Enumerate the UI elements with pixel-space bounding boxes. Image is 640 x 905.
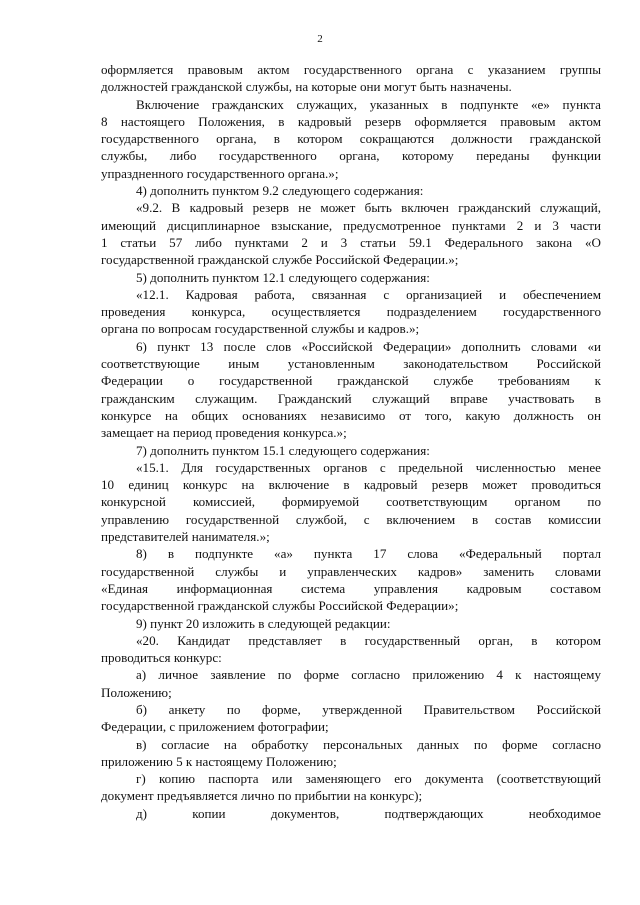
text-line: управлению государственной службой, с включением в состав комиссии (101, 511, 601, 527)
text-line: Федерации, с приложением фотографии; (101, 719, 329, 735)
text-line: 8 настоящего Положения, в кадровый резерв оформляется правовым актом (101, 113, 601, 129)
text-line: приложению 5 к настоящему Положению; (101, 753, 337, 769)
text-line: представителей нанимателя.»; (101, 529, 270, 545)
text-line: «9.2. В кадровый резерв не может быть включен гражданский служащий, (136, 200, 601, 216)
text-line: 9) пункт 20 изложить в следующей редакции: (136, 615, 391, 631)
text-line: Положению; (101, 684, 172, 700)
text-line: 8) в подпункте «а» пункта 17 слова «Федеральный портал (136, 546, 601, 562)
text-line: 5) дополнить пунктом 12.1 следующего содержания: (136, 269, 430, 285)
text-line: имеющий дисциплинарное взыскание, предусмотренное пунктами 2 и 3 части (101, 217, 601, 233)
text-line: «12.1. Кадровая работа, связанная с организацией и обеспечением (136, 286, 601, 302)
text-line: г) копию паспорта или заменяющего его документа (соответствующий (136, 771, 601, 787)
text-line: «20. Кандидат представляет в государственный орган, в котором (136, 632, 601, 648)
text-line: д) копии документов, подтверждающих необходимое (136, 805, 601, 821)
text-line: конкурсе на общих основаниях независимо от того, какую должность он (101, 407, 601, 423)
text-line: государственной гражданской службе Российской Федерации.»; (101, 252, 459, 268)
text-line: Включение гражданских служащих, указанных в подпункте «е» пункта (136, 96, 601, 112)
text-line: «Единая информационная система управления кадровым составом (101, 580, 601, 596)
text-line: 6) пункт 13 после слов «Российской Федерации» дополнить словами «и (136, 338, 601, 354)
text-line: проводиться конкурс: (101, 650, 222, 666)
text-line: государственной гражданской службы Российской Федерации»; (101, 598, 459, 614)
text-line: Федерации о государственной гражданской службе требованиям к (101, 373, 601, 389)
text-line: должностей гражданской службы, на которые они могут быть назначены. (101, 79, 512, 95)
text-line: «15.1. Для государственных органов с предельной численностью менее (136, 459, 601, 475)
text-line: органа по вопросам государственной службы и кадров.»; (101, 321, 420, 337)
text-line: замещает на период проведения конкурса.»; (101, 425, 347, 441)
page-number: 2 (317, 33, 323, 45)
text-line: 10 единиц конкурс на включение в кадровый резерв может проводиться (101, 477, 601, 493)
text-line: соответствующие иным установленным законодательством Российской (101, 356, 601, 372)
text-line: упраздненного государственного органа.»; (101, 165, 339, 181)
text-line: оформляется правовым актом государственного органа с указанием группы (101, 62, 601, 77)
text-line: проведения конкурса, осуществляется подразделением государственного (101, 304, 601, 320)
text-line: 7) дополнить пунктом 15.1 следующего содержания: (136, 442, 430, 458)
document-body (101, 61, 601, 822)
text-line: б) анкету по форме, утвержденной Правительством Российской (136, 701, 601, 717)
text-line: документ предъявляется лично по прибытии на конкурс); (101, 788, 423, 804)
text-line: 1 статьи 57 либо пунктами 2 и 3 статьи 59.1 Федерального закона «О (101, 234, 601, 250)
text-line: государственной службы и управленческих кадров» заменить словами (101, 563, 601, 579)
text-line: 4) дополнить пунктом 9.2 следующего содержания: (136, 183, 424, 199)
text-line: гражданским служащим. Гражданский служащий вправе участвовать в (101, 390, 601, 406)
text-line: конкурсной комиссией, формируемой соответствующим органом по (101, 494, 601, 510)
text-line: государственного органа, в котором сокращаются должности гражданской (101, 131, 601, 147)
text-line: в) согласие на обработку персональных данных по форме согласно (136, 736, 601, 752)
text-line: службы, либо государственного органа, которому переданы функции (101, 148, 601, 164)
text-line: а) личное заявление по форме согласно приложению 4 к настоящему (136, 667, 601, 683)
